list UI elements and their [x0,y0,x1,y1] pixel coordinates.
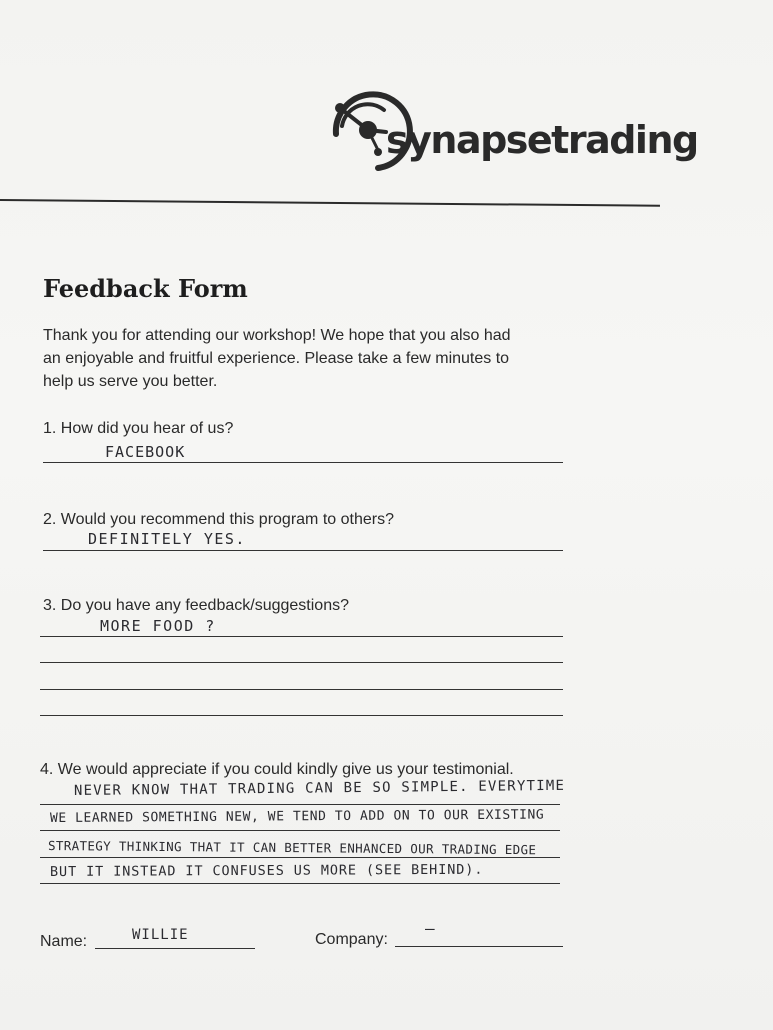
intro-line: an enjoyable and fruitful experience. Please take a few minutes to [43,350,510,367]
company-label: Company: [315,931,388,948]
intro-text [43,324,583,393]
answer-2-handwriting: DEFINITELY YES. [88,530,246,548]
answer-1-line[interactable] [43,462,563,463]
answer-3-line[interactable] [40,662,563,663]
company-handwriting: — [425,919,437,938]
answer-3-line[interactable] [40,636,563,637]
intro-line: Thank you for attending our workshop! We hope that you also had [43,327,511,344]
testimonial-handwriting-line: WE LEARNED SOMETHING NEW, WE TEND TO ADD ON TO OUR EXISTING [49,807,545,826]
answer-3-line[interactable] [40,715,563,716]
intro-line: help us serve you better. [43,373,218,390]
answer-2-line[interactable] [43,550,563,551]
question-1-label: 1. How did you hear of us? [43,420,234,437]
testimonial-handwriting-line: BUT IT INSTEAD IT CONFUSES US MORE (SEE BEHIND). [49,861,484,880]
testimonial-handwriting-line: NEVER KNOW THAT TRADING CAN BE SO SIMPLE. EVERYTIME [73,777,566,799]
name-line[interactable] [95,948,255,949]
testimonial-line[interactable] [40,804,560,805]
brand-name: synapsetrading [386,118,698,162]
name-handwriting: WILLIE [132,927,189,943]
answer-3-handwriting: MORE FOOD ? [100,617,216,635]
question-2-label: 2. Would you recommend this program to others? [43,511,394,528]
header-divider [0,199,660,207]
question-3-label: 3. Do you have any feedback/suggestions? [43,597,349,614]
name-label: Name: [40,933,88,950]
testimonial-line[interactable] [40,883,560,884]
question-4-label: 4. We would appreciate if you could kindly give us your testimonial. [40,761,514,778]
answer-1-handwriting: FACEBOOK [105,443,186,461]
synapsetrading-logo [326,86,698,176]
form-title: Feedback Form [43,274,248,303]
testimonial-line[interactable] [40,830,560,831]
testimonial-line[interactable] [40,857,560,858]
answer-3-line[interactable] [40,689,563,690]
testimonial-handwriting-line: STRATEGY THINKING THAT IT CAN BETTER ENHANCED OUR TRADING EDGE [47,838,537,858]
company-line[interactable] [395,946,563,947]
